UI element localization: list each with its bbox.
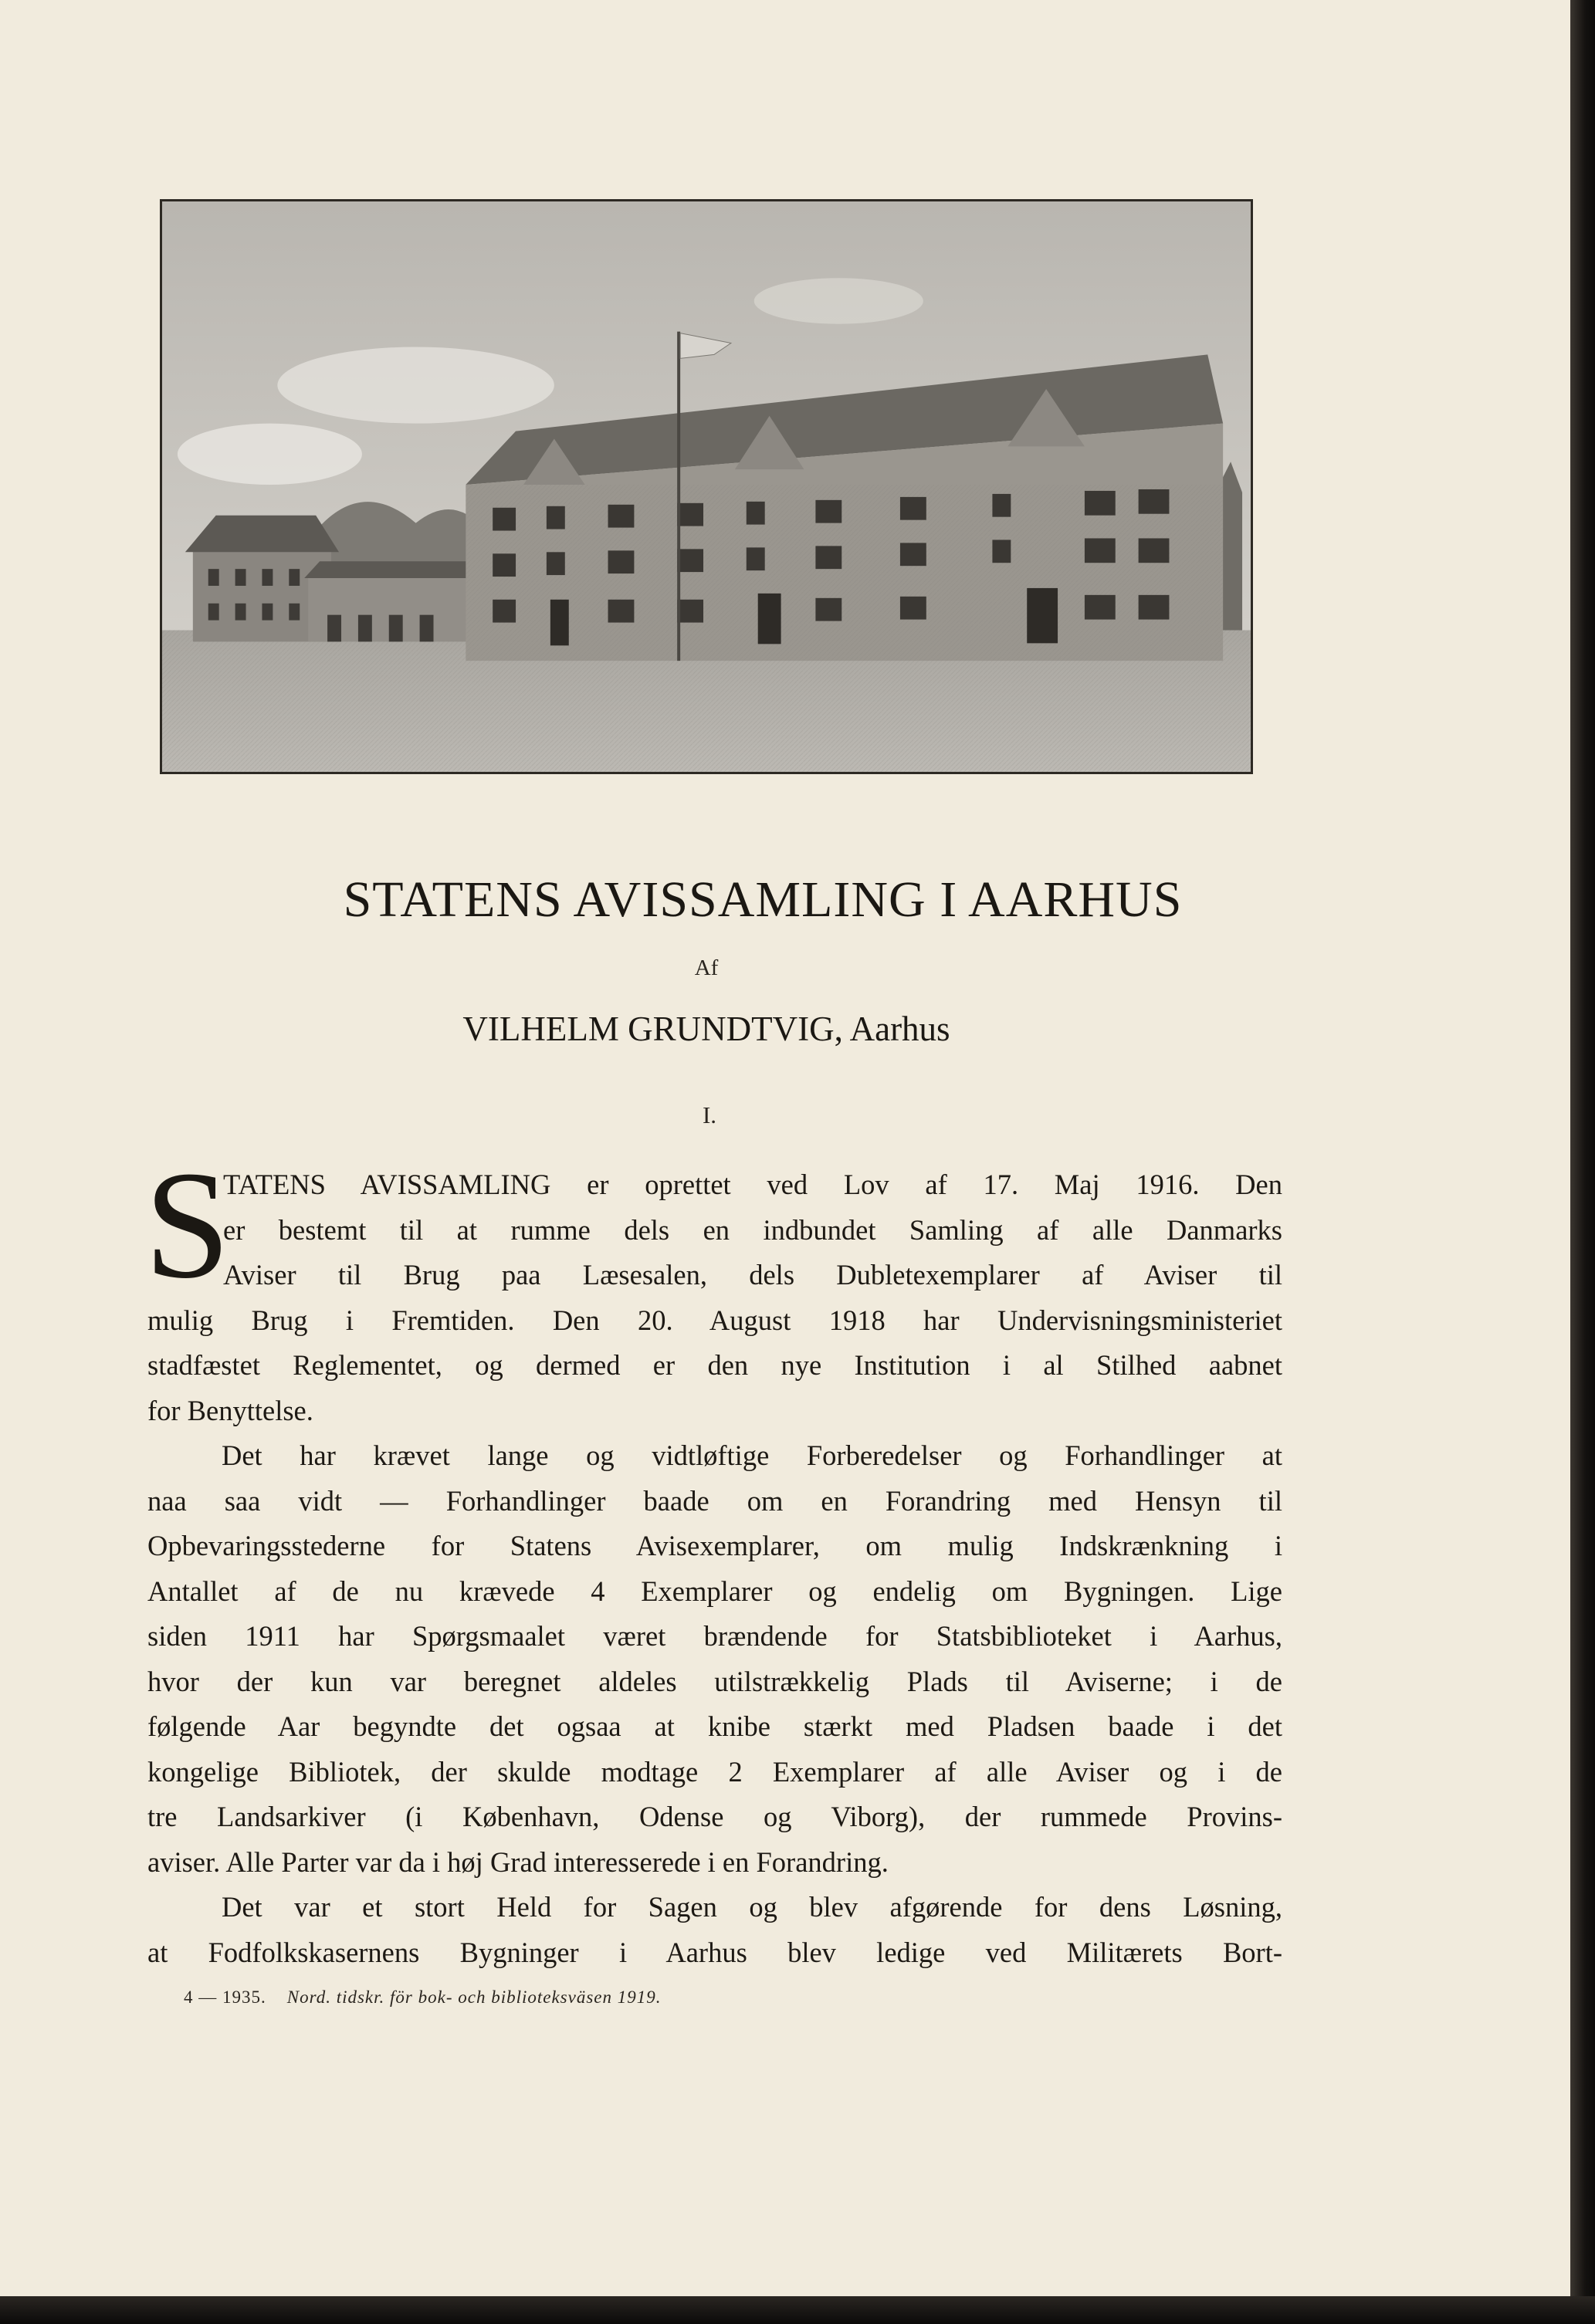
text-line: Opbevaringsstederne for Statens Avisexemplarer, om mulig Indskrænkning i [147, 1530, 1282, 1561]
text-line: kongelige Bibliotek, der skulde modtage 2 Exemplarer af alle Aviser og i de [147, 1755, 1282, 1788]
text-line: stadfæstet Reglementet, og dermed er den nye Institution i al Stilhed aabnet [147, 1349, 1282, 1381]
page-footer [184, 1987, 662, 2008]
paragraph-3 [147, 1885, 1282, 1975]
building-illustration [160, 199, 1253, 774]
article-title: STATENS AVISSAMLING I AARHUS [343, 871, 1183, 928]
author-name: VILHELM GRUNDTVIG, Aarhus [462, 1010, 950, 1048]
text-line: for Benyttelse. [147, 1394, 313, 1426]
byline-prefix: Af [694, 956, 719, 980]
paragraph-2 [147, 1433, 1282, 1885]
article-body [144, 1140, 1282, 1975]
text-line: hvor der kun var beregnet aldeles utilstrækkelig Plads til Aviserne; i de [147, 1665, 1282, 1697]
barracks-engraving [162, 201, 1251, 772]
text-line: TATENS AVISSAMLING er oprettet ved Lov af 17. Maj 1916. Den [223, 1169, 1282, 1200]
journal-citation: Nord. tidskr. för bok- och biblioteksväsen 1919. [286, 1987, 662, 2007]
text-line: aviser. Alle Parter var da i høj Grad interesserede i en Forandring. [147, 1845, 889, 1878]
text-line: Det var et stort Held for Sagen og blev afgørende for dens Løsning, [222, 1891, 1282, 1923]
signature-mark: 4 — 1935. [184, 1987, 266, 2007]
scan-edge-right [1570, 0, 1595, 2324]
text-line: at Fodfolkskasernens Bygninger i Aarhus blev ledige ved Militærets Bort- [147, 1936, 1282, 1968]
text-line: siden 1911 har Spørgsmaalet været brændende for Statsbiblioteket i Aarhus, [147, 1620, 1282, 1652]
text-line: mulig Brug i Fremtiden. Den 20. August 1918 har Undervisningsministeriet [147, 1304, 1282, 1336]
drop-cap: S [144, 1140, 231, 1311]
text-line: er bestemt til at rumme dels en indbundet Samling af alle Danmarks [223, 1213, 1282, 1246]
scan-edge-bottom [0, 2296, 1595, 2324]
paragraph-1 [144, 1140, 1282, 1433]
text-line: Antallet af de nu krævede 4 Exemplarer og endelig om Bygningen. Lige [147, 1575, 1282, 1607]
text-line: Det har krævet lange og vidtløftige Forberedelser og Forhandlinger at [222, 1439, 1282, 1471]
text-line: følgende Aar begyndte det ogsaa at knibe stærkt med Pladsen baade i det [147, 1710, 1282, 1742]
text-line: Aviser til Brug paa Læsesalen, dels Dubletexemplarer af Aviser til [223, 1259, 1282, 1291]
text-line: tre Landsarkiver (i København, Odense og Viborg), der rummede Provins- [147, 1801, 1282, 1832]
section-number: I. [702, 1101, 717, 1128]
text-line: naa saa vidt — Forhandlinger baade om en Forandring med Hensyn til [147, 1484, 1282, 1517]
